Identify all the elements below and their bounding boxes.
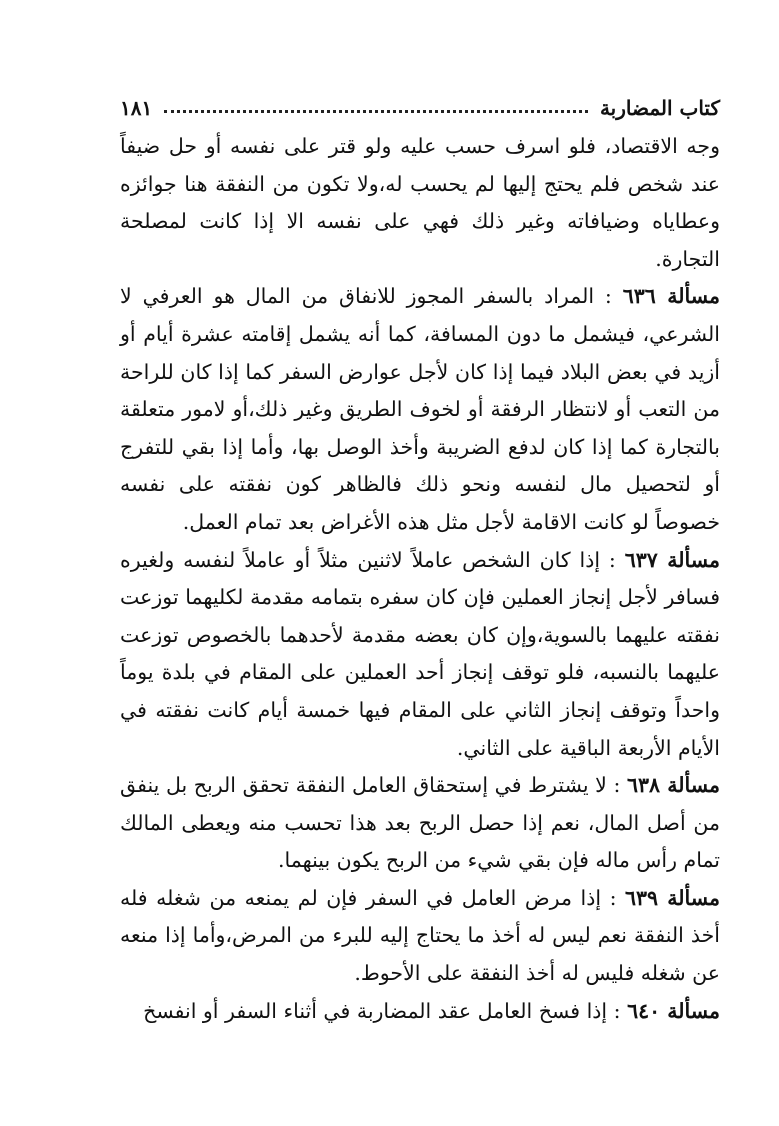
- paragraph-issue-639: [120, 880, 720, 993]
- paragraph-issue-637: [120, 542, 720, 768]
- paragraph-text: : لا يشترط في إستحقاق العامل النفقة تحقق الربح بل ينفق من أصل المال، نعم إذا حصل الربح بعد هذا تحسب منه ويعطى المالك تمام رأس ماله فإن بقي شيء من الربح يكون بينهما.: [120, 773, 720, 873]
- paragraph-text: : إذا كان الشخص عاملاً لاثنين مثلاً أو عاملاً لنفسه ولغيره فسافر لأجل إنجاز العملين فإن كان سفره بتمامه مقدمة لكليهما توزعت نفقته عليهما بالسوية،وإن كان بعضه مقدمة لأحدهما بالخصوص توزعت عليهما بالنسبه، فلو توقف إنجاز أحد العملين على المقام في بلدة يوماً واحداً وتوقف إنجاز الثاني على المقام فيها خمسة أيام كانت نفقته في الأيام الأربعة الباقية على الثاني.: [120, 547, 720, 760]
- paragraph-issue-640: [120, 993, 720, 1031]
- issue-label: مسألة ٦٣٧: [624, 547, 720, 572]
- paragraph-text: : المراد بالسفر المجوز للانفاق من المال هو العرفي لا الشرعي، فيشمل ما دون المسافة، كما أنه يشمل إقامته عشرة أيام أو أزيد في بعض البلاد فيما إذا كان لأجل عوارض السفر كما إذا كان للراحة من التعب أو لانتظار الرفقة أو لخوف الطريق وغير ذلك،أو لامور متعلقة بالتجارة كما إذا كان لدفع الضريبة وأخذ الوصل بها، وأما إذا بقي للتفرج أو لتحصيل مال لنفسه ونحو ذلك فالظاهر كون نفقته على نفسه خصوصاً لو كانت الاقامة لأجل مثل هذه الأغراض بعد تمام العمل.: [120, 284, 720, 534]
- running-title: كتاب المضاربة: [599, 96, 720, 120]
- page-number: ١٨١: [120, 96, 153, 120]
- issue-label: مسألة ٦٣٨: [626, 773, 720, 798]
- issue-label: مسألة ٦٤٠: [627, 998, 720, 1023]
- page-body: [120, 128, 720, 1030]
- paragraph-issue-638: [120, 767, 720, 880]
- page-header: [120, 86, 720, 120]
- issue-label: مسألة ٦٣٩: [625, 885, 720, 910]
- paragraph-issue-636: [120, 278, 720, 541]
- issue-label: مسألة ٦٣٦: [622, 284, 721, 309]
- paragraph-text: وجه الاقتصاد، فلو اسرف حسب عليه ولو قتر على نفسه أو حل ضيفاً عند شخص فلم يحتج إليها لم يحسب له،ولا تكون من النفقة هنا جوائزه وعطاياه وضيافاته وغير ذلك فهي على نفسه الا إذا كانت لمصلحة التجارة.: [120, 134, 720, 271]
- header-dot-leader: [164, 109, 588, 113]
- paragraph-text: : إذا فسخ العامل عقد المضاربة في أثناء السفر أو انفسخ: [143, 998, 621, 1023]
- paragraph-continuation: [120, 128, 720, 278]
- book-page: [120, 86, 720, 1030]
- paragraph-text: : إذا مرض العامل في السفر فإن لم يمنعه من شغله فله أخذ النفقة نعم ليس له أخذ ما يحتاج إليه للبرء من المرض،وأما إذا منعه عن شغله فليس له أخذ النفقة على الأحوط.: [120, 885, 720, 986]
